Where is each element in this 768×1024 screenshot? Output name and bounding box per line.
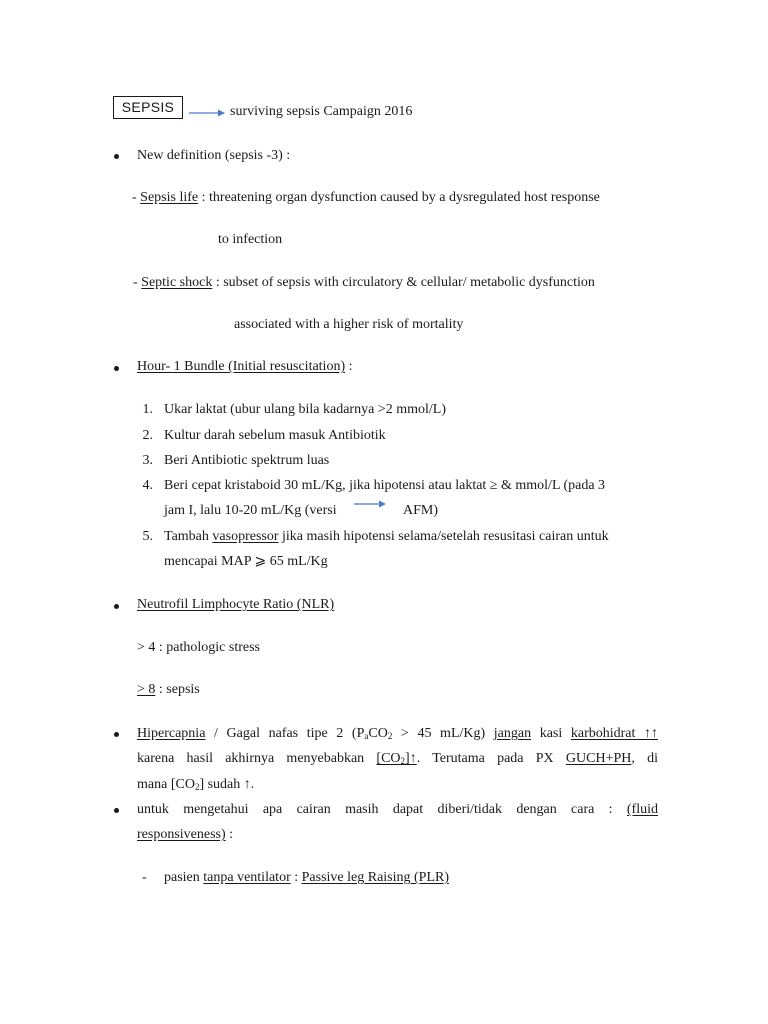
text: , di <box>631 751 659 766</box>
responsiveness-term: responsiveness) <box>137 827 226 842</box>
subscript: 2 <box>194 782 200 792</box>
text: [CO <box>376 751 401 766</box>
tanpa-ventilator-term: tanpa ventilator <box>203 870 291 885</box>
list-item: Ukar laktat (ubur ulang bila kadarnya >2 mmol/L) <box>164 402 446 417</box>
text: kasi <box>531 726 571 741</box>
dash: - <box>132 190 141 205</box>
fluid-line-1 <box>137 797 658 822</box>
title-caption: surviving sepsis Campaign 2016 <box>230 104 413 119</box>
septic-shock-text: : subset of sepsis with circulatory & cellular/ metabolic dysfunction <box>212 275 595 290</box>
arrow-right-icon <box>354 498 386 510</box>
jangan-term: jangan <box>493 726 532 741</box>
text: ]↑ <box>405 751 417 766</box>
hipercapnia-term: Hipercapnia <box>137 726 206 741</box>
nlr-sepsis-text: : sepsis <box>155 682 200 697</box>
list-item: Beri cepat kristaboid 30 mL/Kg, jika hipotensi atau laktat ≥ & mmol/L (pada 3 <box>164 478 606 493</box>
bullet-icon <box>114 604 119 609</box>
nlr-threshold: > 8 <box>137 682 156 697</box>
definition-heading: New definition (sepsis -3) : <box>137 148 291 163</box>
bullet-icon <box>114 732 119 737</box>
list-item <box>164 528 609 546</box>
subscript: 2 <box>387 731 393 741</box>
text: mana [CO <box>137 777 195 792</box>
list-number: 5. <box>142 529 153 544</box>
bundle-heading-text: Hour- 1 Bundle (Initial resuscitation) <box>137 359 346 374</box>
septic-shock-term: Septic shock <box>141 275 213 290</box>
text: pasien <box>164 870 204 885</box>
text: karena hasil akhirnya menyebabkan <box>137 751 377 766</box>
co2-term <box>376 751 416 766</box>
bullet-icon <box>114 154 119 159</box>
hipercapnia-line-3 <box>137 772 658 797</box>
sub-dash: - <box>142 870 147 885</box>
sepsis-definition-line <box>132 189 600 207</box>
text: . Terutama pada PX <box>416 751 566 766</box>
text: untuk mengetahui apa cairan masih dapat diberi/tidak dengan cara : <box>137 802 627 817</box>
karbohidrat-term: karbohidrat ↑↑ <box>570 726 659 741</box>
list-item-cont: jam I, lalu 10-20 mL/Kg (versi <box>164 503 337 518</box>
text: > 45 mL/Kg) <box>392 726 494 741</box>
nlr-heading: Neutrofil Limphocyte Ratio (NLR) <box>137 597 335 612</box>
subscript: a <box>364 731 369 741</box>
fluid-term: (fluid <box>626 802 658 817</box>
list-number: 1. <box>142 402 153 417</box>
bullet-icon <box>114 366 119 371</box>
subscript: 2 <box>400 756 406 766</box>
text: : <box>225 827 234 842</box>
text: / Gagal nafas tipe 2 (P <box>205 726 365 741</box>
text: CO <box>368 726 388 741</box>
sepsis-title-box: SEPSIS <box>113 96 183 119</box>
arrow-right-icon <box>189 107 225 119</box>
list-item-cont-afm: AFM) <box>403 503 439 518</box>
plr-line <box>164 869 449 887</box>
vasopressor-term: vasopressor <box>212 529 279 544</box>
text: : <box>290 870 302 885</box>
list-number: 2. <box>142 428 153 443</box>
dash: - <box>133 275 142 290</box>
septic-shock-line <box>133 274 595 292</box>
fluid-line-2 <box>137 822 658 847</box>
guch-ph-term: GUCH+PH <box>565 751 632 766</box>
nlr-line-stress: > 4 : pathologic stress <box>137 640 260 655</box>
sepsis-life-term: Sepsis life <box>140 190 199 205</box>
list-number: 3. <box>142 453 153 468</box>
list-item: Kultur darah sebelum masuk Antibiotik <box>164 428 386 443</box>
sepsis-definition-text: : threatening organ dysfunction caused by a dysregulated host response <box>198 190 600 205</box>
list-item-text: Tambah <box>164 529 213 544</box>
list-number: 4. <box>142 478 153 493</box>
hipercapnia-line-1 <box>137 721 658 746</box>
list-item-text: jika masih hipotensi selama/setelah resusitasi cairan untuk <box>278 529 609 544</box>
plr-term: Passive leg Raising (PLR) <box>301 870 450 885</box>
nlr-line-sepsis <box>137 681 200 699</box>
bundle-heading <box>137 358 353 376</box>
bullet-icon <box>114 808 119 813</box>
list-item: Beri Antibiotic spektrum luas <box>164 453 330 468</box>
hipercapnia-line-2 <box>137 746 658 771</box>
bundle-heading-suffix: : <box>345 359 353 374</box>
septic-shock-cont: associated with a higher risk of mortality <box>234 317 464 332</box>
sepsis-definition-cont: to infection <box>218 232 283 247</box>
list-item-cont: mencapai MAP ⩾ 65 mL/Kg <box>164 554 328 569</box>
text: ] sudah ↑. <box>199 777 255 792</box>
